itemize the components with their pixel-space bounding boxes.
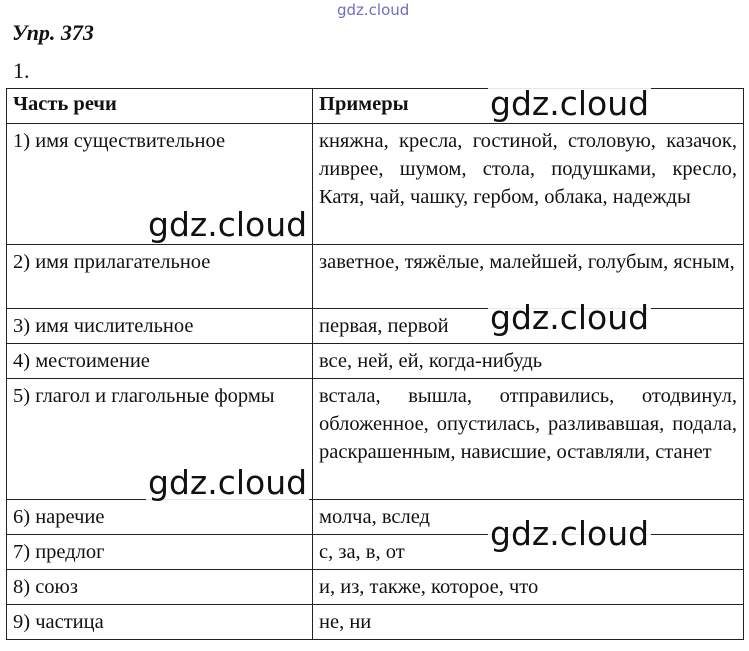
examples-cell: первая, первой [313, 309, 744, 344]
exercise-title: Упр. 373 [12, 20, 94, 45]
part-of-speech-cell: 9) частица [7, 605, 313, 640]
part-of-speech-cell: 1) имя существительное [7, 124, 313, 245]
parts-of-speech-table [6, 84, 744, 640]
part-of-speech-cell: 3) имя числительное [7, 309, 313, 344]
watermark: gdz.cloud [490, 514, 650, 553]
part-of-speech-cell: 8) союз [7, 570, 313, 605]
item-number: 1. [13, 58, 30, 83]
examples-cell: и, из, также, которое, что [313, 570, 744, 605]
column-header-part: Часть речи [7, 89, 313, 124]
watermark: gdz.cloud [490, 298, 650, 337]
watermark: gdz.cloud [490, 84, 650, 123]
examples-cell: встала, вышла, отправились, отодвинул, обложенное, опустилась, разливавшая, подала, раскрашенным, нависшие, оставляли, станет [313, 379, 744, 500]
part-of-speech-cell: 5) глагол и глагольные формы [7, 379, 313, 500]
part-of-speech-cell: 6) наречие [7, 500, 313, 535]
part-of-speech-cell: 7) предлог [7, 535, 313, 570]
examples-cell: княжна, кресла, гостиной, столовую, казачок, ливрее, шумом, стола, подушками, кресло, Катя, чай, чашку, гербом, облака, надежды [313, 124, 744, 245]
examples-cell: заветное, тяжёлые, малейшей, голубым, ясным, [313, 245, 744, 309]
watermark: gdz.cloud [148, 205, 308, 244]
examples-cell: не, ни [313, 605, 744, 640]
table-row [7, 124, 744, 245]
examples-cell: молча, вслед [313, 500, 744, 535]
table-row [7, 344, 744, 379]
table-row [7, 570, 744, 605]
column-header-examples: Примеры [313, 89, 744, 124]
examples-cell: все, ней, ей, когда-нибудь [313, 344, 744, 379]
table-row [7, 379, 744, 500]
examples-cell: с, за, в, от [313, 535, 744, 570]
table-row [7, 605, 744, 640]
part-of-speech-cell: 2) имя прилагательное [7, 245, 313, 309]
part-of-speech-cell: 4) местоимение [7, 344, 313, 379]
watermark-top: gdz.cloud [337, 1, 410, 19]
watermark: gdz.cloud [148, 463, 308, 502]
